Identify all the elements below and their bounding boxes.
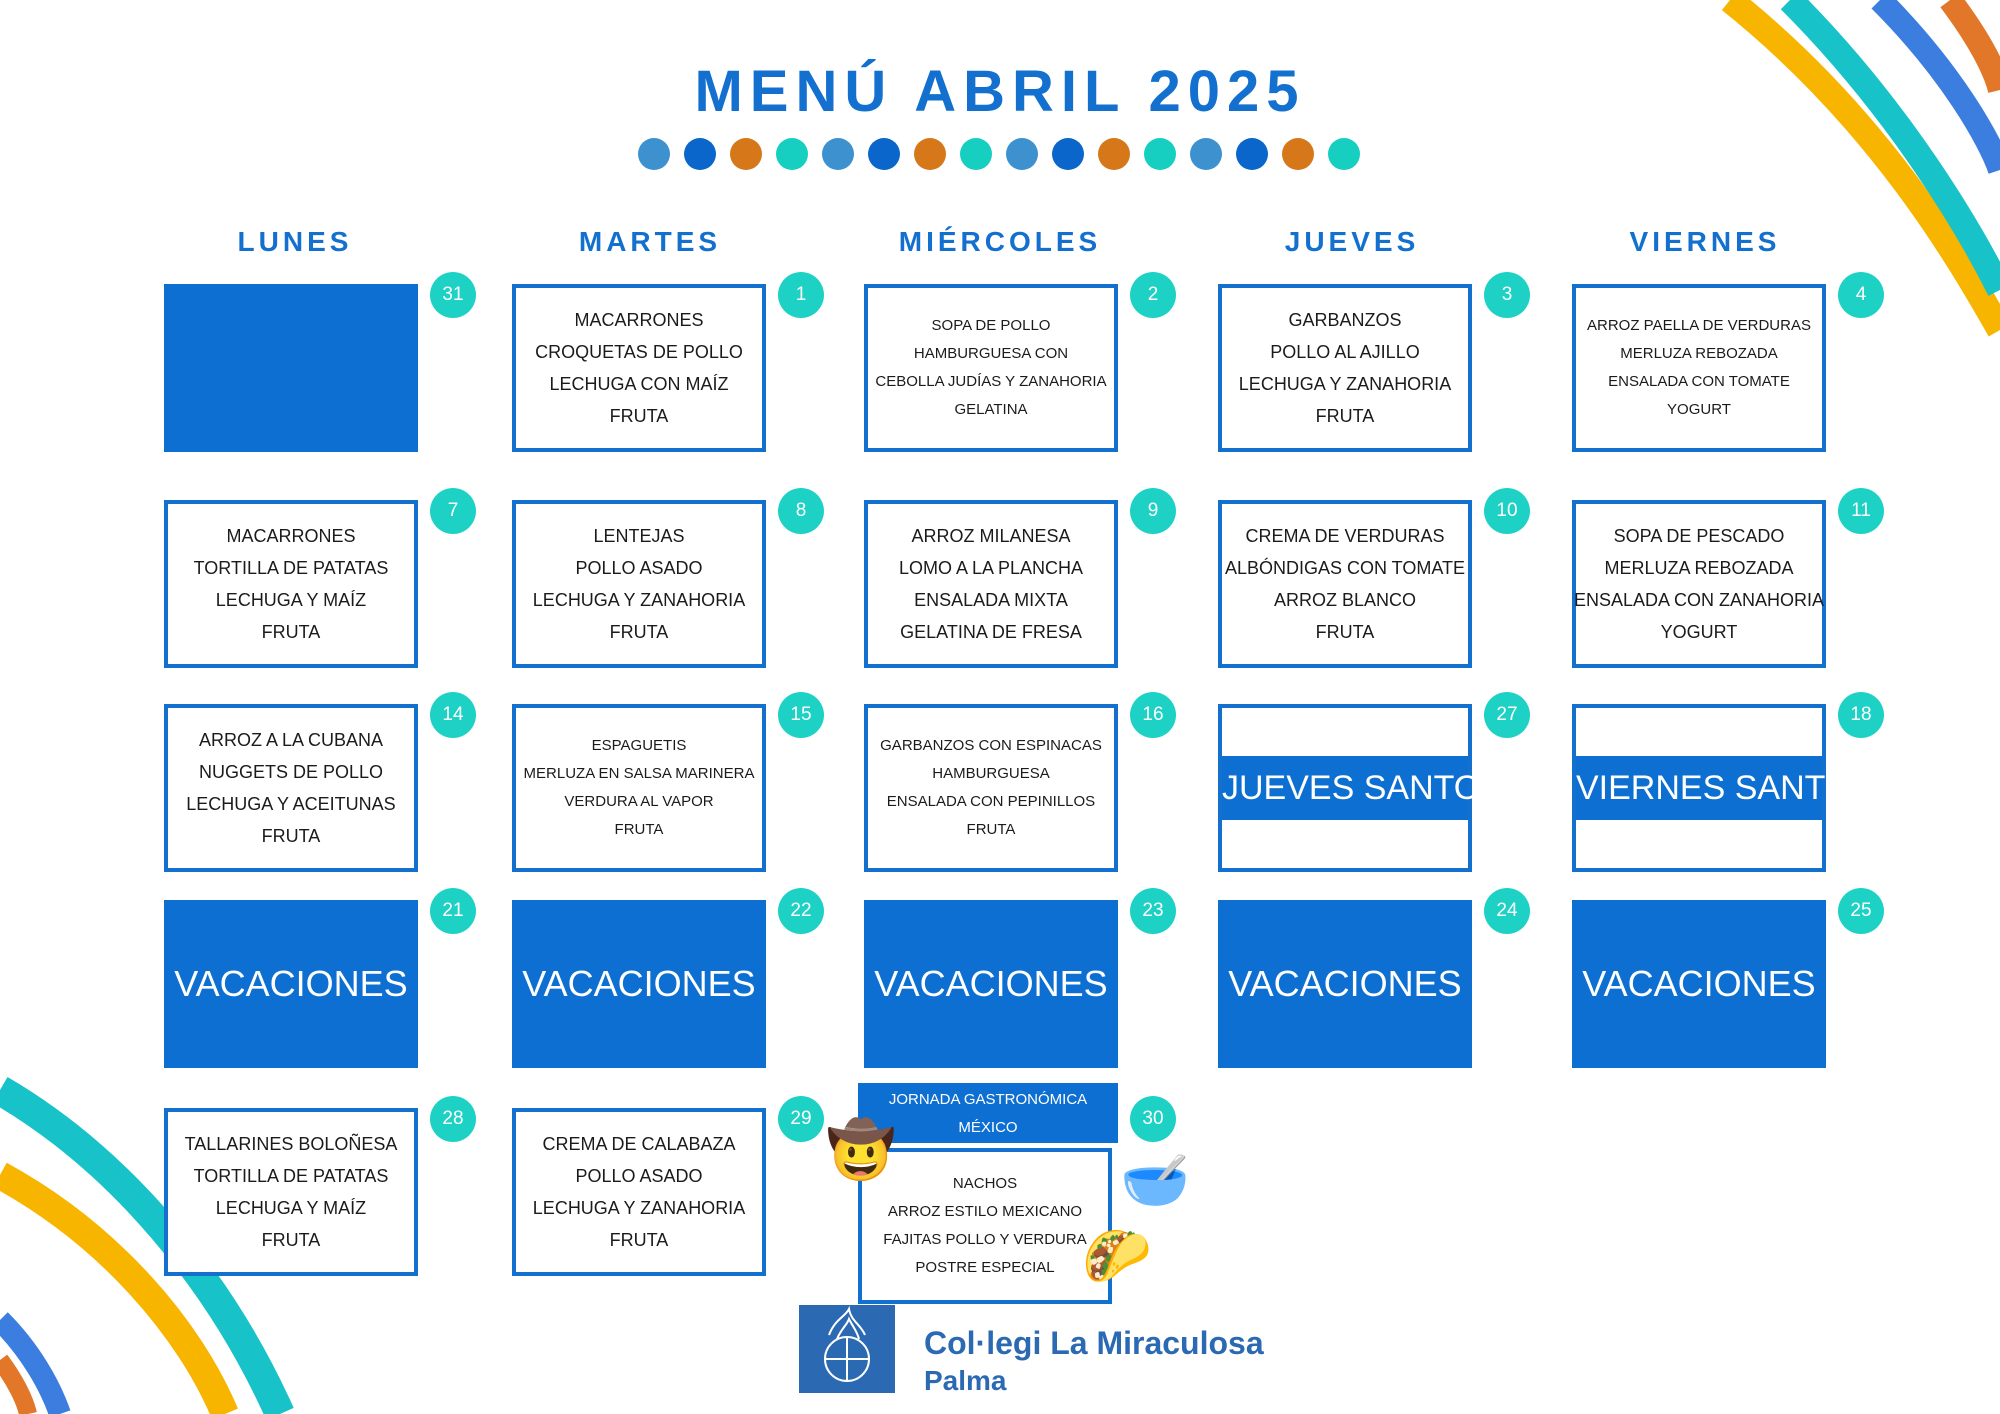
day-number-badge: 21 (430, 888, 476, 934)
vacation-box (164, 900, 418, 1068)
menu-item: LOMO A LA PLANCHA (898, 558, 1084, 578)
dot (1052, 138, 1084, 170)
menu-item: FRUTA (1315, 622, 1375, 642)
day-number-badge: 3 (1484, 272, 1530, 318)
menu-item: LECHUGA CON MAÍZ (549, 374, 729, 394)
menu-item: GARBANZOS CON ESPINACAS (880, 737, 1102, 754)
holiday-label: VIERNES SANTO (1576, 756, 1822, 820)
dayname-jueves: JUEVES (1284, 226, 1420, 257)
menu-item: GARBANZOS (1288, 310, 1402, 330)
menu-box (1572, 284, 1826, 452)
dot (730, 138, 762, 170)
day-number-badge: 4 (1838, 272, 1884, 318)
menu-item: FRUTA (261, 826, 321, 846)
menu-item: ARROZ PAELLA DE VERDURAS (1587, 317, 1811, 334)
menu-box (164, 500, 418, 668)
blank-day-box (164, 284, 418, 452)
menu-item: FRUTA (609, 1230, 669, 1250)
menu-box (512, 704, 766, 872)
menu-item: FRUTA (261, 622, 321, 642)
dayname-viernes: VIERNES (1629, 226, 1781, 257)
dayname-martes: MARTES (578, 226, 722, 257)
dot (1098, 138, 1130, 170)
menu-item: FRUTA (609, 406, 669, 426)
menu-item: LECHUGA Y ZANAHORIA (532, 590, 746, 610)
menu-box (864, 500, 1118, 668)
menu-item: FRUTA (609, 622, 669, 642)
day-number-badge: 16 (1130, 692, 1176, 738)
holiday-box (1218, 704, 1481, 872)
menu-item: POSTRE ESPECIAL (915, 1259, 1055, 1276)
dot (776, 138, 808, 170)
day-number-badge: 7 (430, 488, 476, 534)
menu-item: ENSALADA CON TOMATE (1608, 373, 1790, 390)
special-menu-box (858, 1148, 1112, 1304)
menu-item: NUGGETS DE POLLO (198, 762, 384, 782)
dot (1282, 138, 1314, 170)
menu-item: LECHUGA Y ZANAHORIA (1238, 374, 1452, 394)
menu-item: MACARRONES (226, 526, 356, 546)
menu-box (164, 704, 418, 872)
day-number-badge: 30 (1130, 1096, 1176, 1142)
day-number-badge: 25 (1838, 888, 1884, 934)
day-number-badge: 2 (1130, 272, 1176, 318)
menu-box (1218, 284, 1472, 452)
special-event-country: MÉXICO (958, 1119, 1018, 1136)
vacation-box (512, 900, 766, 1068)
day-number-badge: 9 (1130, 488, 1176, 534)
menu-item: ALBÓNDIGAS CON TOMATE (1224, 558, 1466, 578)
day-number-badge: 10 (1484, 488, 1530, 534)
day-number-badge: 15 (778, 692, 824, 738)
day-number-badge: 8 (778, 488, 824, 534)
menu-box (512, 284, 766, 452)
menu-item: ENSALADA MIXTA (914, 590, 1068, 610)
menu-item: LECHUGA Y MAÍZ (215, 590, 367, 610)
menu-box (164, 1108, 418, 1276)
menu-box (864, 284, 1118, 452)
menu-item: LECHUGA Y ACEITUNAS (186, 794, 396, 814)
school-name: Col·legi La Miraculosa (924, 1325, 1264, 1361)
menu-item: YOGURT (1660, 622, 1738, 642)
menu-item: HAMBURGUESA CON (913, 345, 1069, 362)
menu-item: CREMA DE CALABAZA (542, 1134, 736, 1154)
vacation-label: VACACIONES (1228, 963, 1462, 1004)
menu-item: FRUTA (614, 821, 664, 838)
vacation-label: VACACIONES (1582, 963, 1816, 1004)
special-event-title: JORNADA GASTRONÓMICA (888, 1091, 1088, 1108)
menu-item: FAJITAS POLLO Y VERDURA (883, 1231, 1087, 1248)
day-number-badge: 28 (430, 1096, 476, 1142)
menu-item: HAMBURGUESA (932, 765, 1050, 782)
menu-item: CEBOLLA JUDÍAS Y ZANAHORIA (875, 373, 1107, 390)
menu-item: ARROZ BLANCO (1273, 590, 1417, 610)
menu-item: TORTILLA DE PATATAS (193, 1166, 389, 1186)
school-city: Palma (924, 1365, 1007, 1396)
menu-item: TALLARINES BOLOÑESA (184, 1134, 398, 1154)
page-title: MENÚ ABRIL 2025 (694, 59, 1306, 124)
menu-box (512, 1108, 766, 1276)
day-number-badge: 23 (1130, 888, 1176, 934)
menu-item: CROQUETAS DE POLLO (535, 342, 743, 362)
vacation-box (1218, 900, 1472, 1068)
dot (822, 138, 854, 170)
menu-item: YOGURT (1667, 401, 1731, 418)
day-number-badge: 31 (430, 272, 476, 318)
dayname-lunes: LUNES (237, 226, 353, 257)
vacation-label: VACACIONES (174, 963, 408, 1004)
special-event-header (858, 1083, 1118, 1143)
menu-item: LECHUGA Y ZANAHORIA (532, 1198, 746, 1218)
menu-item: MACARRONES (574, 310, 704, 330)
holiday-label: JUEVES SANTO (1222, 756, 1468, 820)
menu-item: ENSALADA CON ZANAHORIA (1573, 590, 1825, 610)
menu-item: VERDURA AL VAPOR (564, 793, 714, 810)
menu-item: FRUTA (966, 821, 1016, 838)
menu-item: ARROZ MILANESA (911, 526, 1071, 546)
menu-item: LECHUGA Y MAÍZ (215, 1198, 367, 1218)
menu-item: NACHOS (952, 1175, 1018, 1192)
menu-box (1572, 500, 1826, 668)
dot (1328, 138, 1360, 170)
day-number-badge: 18 (1838, 692, 1884, 738)
dayname-miercoles: MIÉRCOLES (898, 226, 1102, 257)
menu-item: ESPAGUETIS (591, 737, 687, 754)
dot (1006, 138, 1038, 170)
menu-item: SOPA DE PESCADO (1613, 526, 1785, 546)
menu-item: GELATINA (954, 401, 1028, 418)
menu-item: POLLO ASADO (575, 558, 703, 578)
dot (638, 138, 670, 170)
dot (960, 138, 992, 170)
day-number-badge: 14 (430, 692, 476, 738)
menu-item: LENTEJAS (593, 526, 685, 546)
menu-item: MERLUZA EN SALSA MARINERA (523, 765, 755, 782)
menu-item: TORTILLA DE PATATAS (193, 558, 389, 578)
vacation-box (1572, 900, 1826, 1068)
dot (684, 138, 716, 170)
vacation-label: VACACIONES (522, 963, 756, 1004)
dot (1144, 138, 1176, 170)
menu-item: GELATINA DE FRESA (900, 622, 1082, 642)
menu-item: MERLUZA REBOZADA (1604, 558, 1794, 578)
school-logo (799, 1305, 895, 1393)
menu-item: FRUTA (261, 1230, 321, 1250)
menu-item: MERLUZA REBOZADA (1620, 345, 1778, 362)
menu-item: POLLO ASADO (575, 1166, 703, 1186)
menu-item: FRUTA (1315, 406, 1375, 426)
menu-item: SOPA DE POLLO (931, 317, 1051, 334)
menu-item: POLLO AL AJILLO (1270, 342, 1420, 362)
menu-box (512, 500, 766, 668)
dot (914, 138, 946, 170)
dot (1190, 138, 1222, 170)
menu-box (864, 704, 1118, 872)
day-number-badge: 1 (778, 272, 824, 318)
vacation-label: VACACIONES (874, 963, 1108, 1004)
menu-item: ARROZ ESTILO MEXICANO (887, 1203, 1083, 1220)
day-number-badge: 27 (1484, 692, 1530, 738)
guacamole-icon: 🥣 (1120, 1148, 1190, 1211)
menu-item: ENSALADA CON PEPINILLOS (886, 793, 1096, 810)
dot (1236, 138, 1268, 170)
day-number-badge: 29 (778, 1096, 824, 1142)
menu-box (1218, 500, 1472, 668)
menu-item: CREMA DE VERDURAS (1245, 526, 1445, 546)
day-number-badge: 24 (1484, 888, 1530, 934)
day-number-badge: 11 (1838, 488, 1884, 534)
day-number-badge: 22 (778, 888, 824, 934)
taco-icon: 🌮 (1082, 1224, 1152, 1287)
vacation-box (864, 900, 1118, 1068)
decorative-dots (638, 138, 1360, 170)
sombrero-icon: 🤠 (826, 1118, 896, 1181)
holiday-box (1572, 704, 1852, 872)
menu-item: ARROZ A LA CUBANA (198, 730, 384, 750)
dot (868, 138, 900, 170)
